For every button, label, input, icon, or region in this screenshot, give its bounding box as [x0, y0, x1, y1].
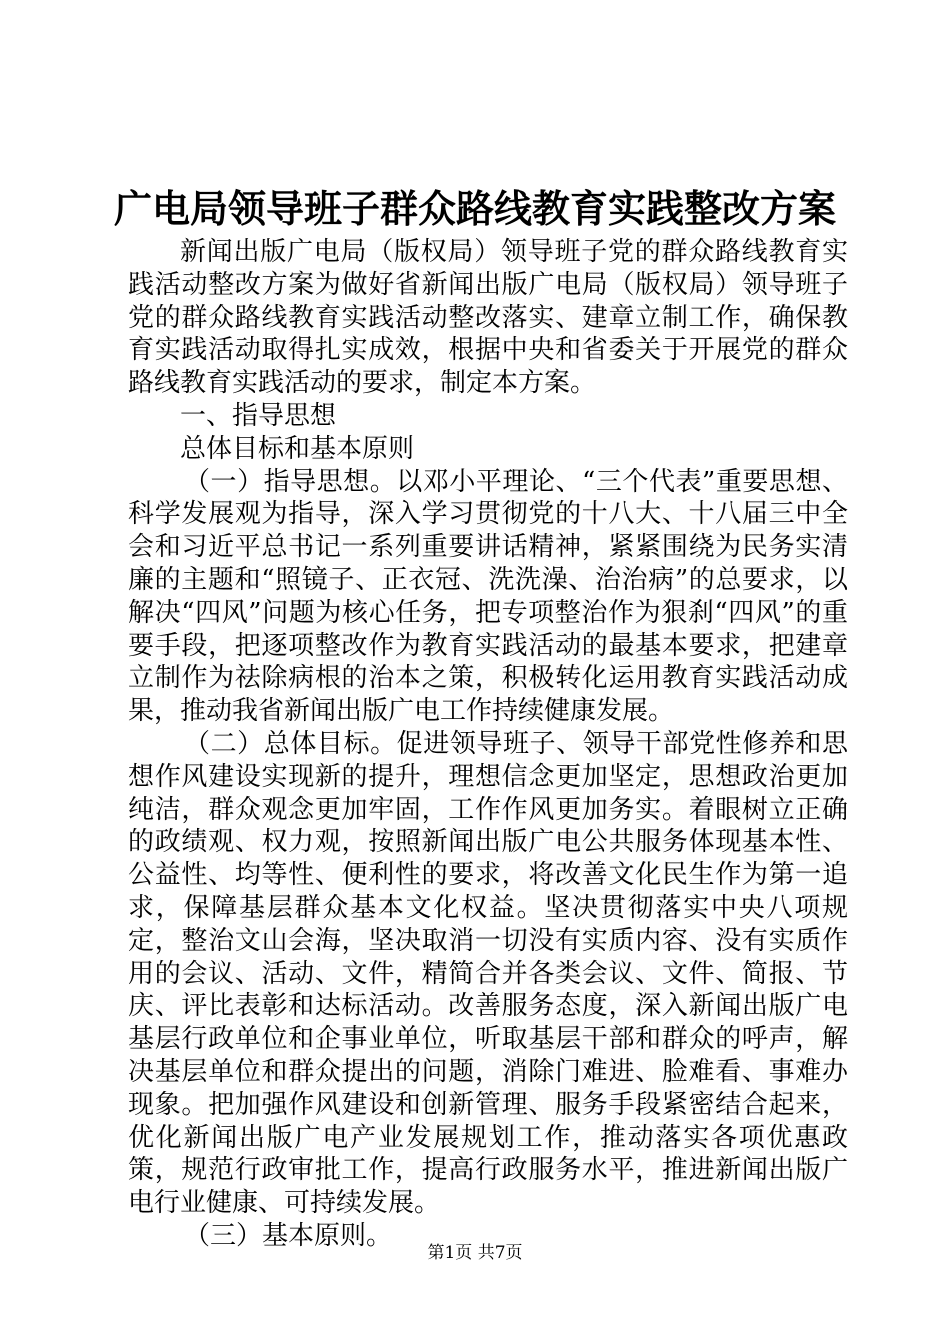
document-body: [128, 236, 848, 1253]
section-heading-guiding-ideology: 一、指导思想: [180, 400, 337, 431]
page-number-footer: 第1页 共7页: [427, 1243, 523, 1263]
document-title: 广电局领导班子群众路线教育实践整改方案: [113, 186, 836, 231]
paragraph-basic-principles: （三）基本原则。: [184, 1220, 393, 1251]
paragraph-guiding-ideology: （一）指导思想。以邓小平理论、“三个代表”重要思想、科学发展观为指导，深入学习贯彻党的十八大、十八届三中全会和习近平总书记一系列重要讲话精神，紧紧围绕为民务实清廉的主题和“照镜子、正衣冠、洗洗澡、治治病”的总要求，以解决“四风”问题为核心任务，把专项整治作为狠刹“四风”的重要手段，把逐项整改作为教育实践活动的最基本要求，把建章立制作为祛除病根的治本之策，积极转化运用教育实践活动成果，推动我省新闻出版广电工作持续健康发展。: [128, 466, 848, 727]
intro-paragraph: 新闻出版广电局（版权局）领导班子党的群众路线教育实践活动整改方案为做好省新闻出版广电局（版权局）领导班子党的群众路线教育实践活动整改落实、建章立制工作，确保教育实践活动取得扎实成效，根据中央和省委关于开展党的群众路线教育实践活动的要求，制定本方案。: [128, 237, 848, 399]
section-subheading-goals-principles: 总体目标和基本原则: [180, 433, 415, 464]
paragraph-overall-goals: （二）总体目标。促进领导班子、领导干部党性修养和思想作风建设实现新的提升，理想信念更加坚定，思想政治更加纯洁，群众观念更加牢固，工作作风更加务实。着眼树立正确的政绩观、权力观，按照新闻出版广电公共服务体现基本性、公益性、均等性、便利性的要求，将改善文化民生作为第一追求，保障基层群众基本文化权益。坚决贯彻落实中央八项规定，整治文山会海，坚决取消一切没有实质内容、没有实质作用的会议、活动、文件，精简合并各类会议、文件、简报、节庆、评比表彰和达标活动。改善服务态度，深入新闻出版广电基层行政单位和企事业单位，听取基层干部和群众的呼声，解决基层单位和群众提出的问题，消除门难进、脸难看、事难办现象。把加强作风建设和创新管理、服务手段紧密结合起来，优化新闻出版广电产业发展规划工作，推动落实各项优惠政策，规范行政审批工作，提高行政服务水平，推进新闻出版广电行业健康、可持续发展。: [128, 728, 848, 1219]
